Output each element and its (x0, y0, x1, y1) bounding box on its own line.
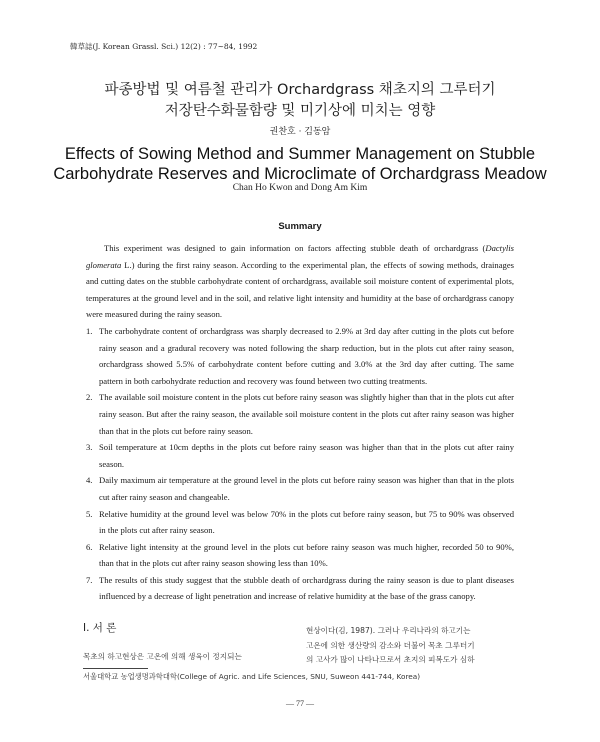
korean-title-line-1: 파종방법 및 여름철 관리가 Orchardgrass 채초지의 그루터기 (104, 82, 496, 98)
right-column-line: 현상이다(김, 1987). 그러나 우리나라의 하고기는 (306, 626, 471, 635)
summary-item (86, 389, 514, 439)
summary-item (86, 572, 514, 605)
summary-intro-part-1: This experiment was designed to gain information on factors affecting stubble death of orchardgrass ( (104, 243, 486, 253)
species-name: Dactylis glomerata (86, 243, 514, 270)
item-text: Soil temperature at 10cm depths in the plots cut before rainy season was higher than that in the plots cut after rainy season. (99, 442, 514, 469)
item-text: The results of this study suggest that the stubble death of orchardgrass during the rainy season is due to plant diseases influenced by a decrease of light penetration and increase of relative humidity at the base of the grass canopy. (99, 574, 514, 602)
item-text: Relative humidity at the ground level was below 70% in the plots cut before rainy season, but 75 to 90% was observed in the plots cut after rainy season. (99, 508, 514, 536)
item-text: The available soil moisture content in the plots cut before rainy season was slightly higher than that in the plots cut after rainy season. But after the rainy season, the available soil moisture content in the plots cut after rainy season was higher than that in the plots cut before rainy season. (99, 392, 514, 436)
item-text: Relative light intensity at the ground level in the plots cut before rainy season was much higher, recorded 50 to 90%, than that in the plots cut after rainy season showing less than 10%. (99, 541, 514, 569)
item-number: 5. (86, 508, 93, 519)
right-column-line: 의 고사가 많이 나타나므로서 초지의 피복도가 심하 (306, 655, 475, 665)
affiliation-footnote: 서울대학교 농업생명과학대학(College of Agric. and Life Sciences, SNU, Suweon 441-744, Korea) (83, 672, 421, 681)
item-number: 2. (86, 392, 93, 403)
summary-heading: Summary (278, 221, 322, 232)
summary-list (86, 323, 514, 605)
left-column-text: 목초의 하고현상은 고온에 의해 생육이 정지되는 (83, 652, 242, 661)
section-heading-introduction: I. 서 론 (83, 622, 117, 634)
summary-item (86, 539, 514, 572)
item-number: 1. (86, 325, 93, 336)
footnote-rule (83, 668, 148, 669)
summary-intro (86, 240, 514, 323)
summary-body (86, 240, 514, 605)
item-number: 7. (86, 574, 93, 585)
item-number: 3. (86, 442, 93, 453)
english-title-line-1: Effects of Sowing Method and Summer Management on Stubble (64, 145, 536, 163)
summary-item (86, 472, 514, 505)
right-column-line: 고온에 의한 생산량의 감소와 더불어 목초 그루터기 (306, 640, 475, 650)
english-title-line-2: Carbohydrate Reserves and Microclimate of Orchardgrass Meadow (53, 165, 547, 183)
right-column-text (306, 624, 516, 668)
summary-item (86, 439, 514, 472)
korean-authors: 권찬호 · 김동암 (269, 127, 331, 137)
summary-item (86, 323, 514, 389)
item-text: Daily maximum air temperature at the ground level in the plots cut before rainy season was higher than that in the plots cut after rainy season and changeable. (99, 475, 514, 502)
item-text: The carbohydrate content of orchardgrass was sharply decreased to 2.9% at 3rd day after cutting in the plots cut before rainy season and a gradural recovery was noted following the sharp reduction, but in the plots cut after rainy season, orchardgrass showed 5.5% of carbohydrate content before cutting and 3.0% at the 3rd day after cutting. The same pattern in both carbohydrate reduction and recovery was found between two cutting treatments. (99, 325, 514, 386)
item-number: 4. (86, 475, 93, 486)
item-number: 6. (86, 541, 93, 552)
page-number: — 77 — (286, 699, 314, 708)
summary-intro-part-2: L.) during the first rainy season. According to the experimental plan, the effects of sowing methods, drainages and cutting dates on the stubble carbohydrate content of orchardgrass, available soil moisture content of experimental plots, temperatures at the ground level and in the soil, and relative light intensity and humidity at the base of orchardgrass canopy were measured during the rainy season. (86, 259, 514, 320)
korean-title-line-2: 저장탄수화물함량 및 미기상에 미치는 영향 (164, 103, 436, 119)
english-authors: Chan Ho Kwon and Dong Am Kim (232, 183, 368, 193)
summary-item (86, 506, 514, 539)
journal-citation: 韓草誌(J. Korean Grassl. Sci.) 12(2) : 77~84, 1992 (70, 42, 258, 51)
